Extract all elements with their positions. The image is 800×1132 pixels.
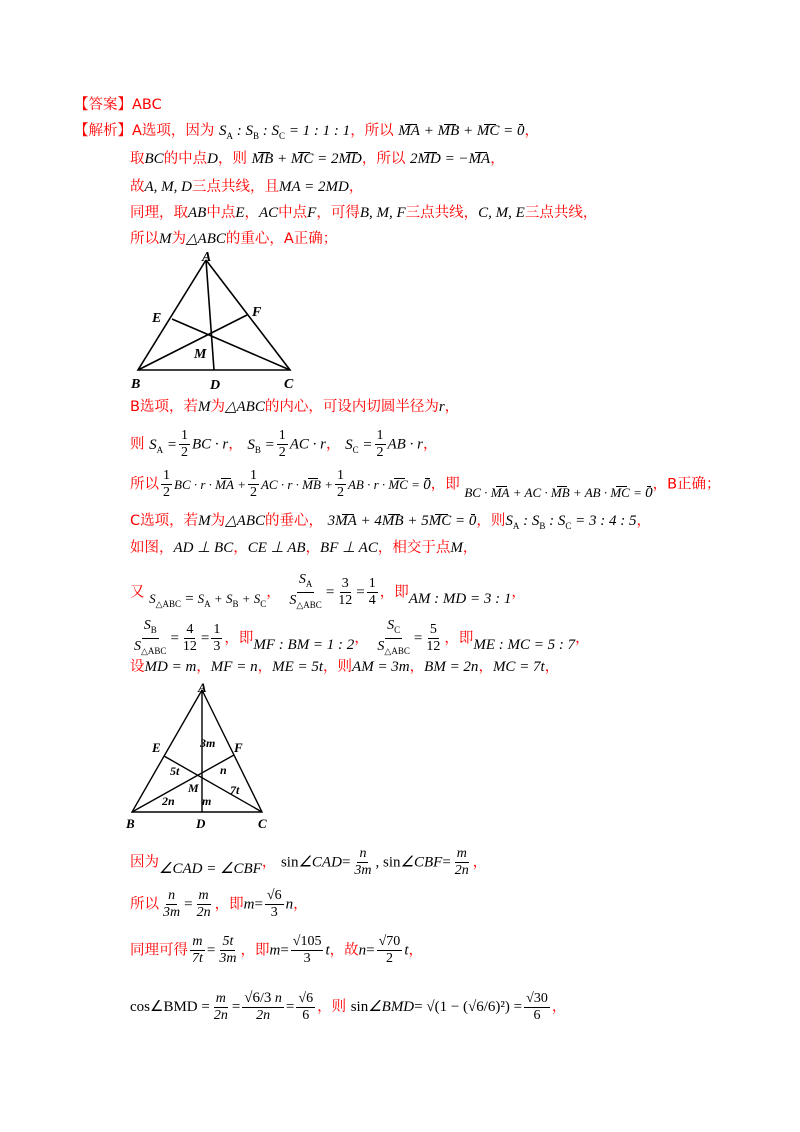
label-b: B	[131, 377, 141, 392]
answer-value: ABC	[132, 97, 162, 113]
d-line-4: cos∠BMD = $\frac{m}{2n}$ = $\frac{√6/3 n}{2n}$ = $\frac{√6}{6}$ ，则 sin∠BMD= √(1 − (√6/6)²) = $\frac{√30}{6}$ ，	[130, 990, 567, 1023]
label-me: 5t	[170, 764, 180, 778]
analysis-line-2: 取BC的中点D，则 MB + MC = 2MD，所以 2MD = −MA，	[130, 151, 505, 167]
d-line-1: 因为∠CAD = ∠CBF， sin∠CAD= $\frac{n}{3m}$ , sin∠CBF= $\frac{m}{2n}$ ，	[130, 846, 488, 878]
analysis-line-5: 所以M为△ABC的重心，A正确；	[130, 231, 338, 247]
analysis-line-3: 故A, M, D三点共线，且MA = 2MD，	[130, 179, 364, 195]
d-line-2: 所以 $\frac{n}{3m}$ = $\frac{m}{2n}$ ，即m= $\frac{√6}{3}$ n，	[130, 888, 308, 920]
label-a: A	[198, 680, 207, 695]
centroid-triangle-figure	[126, 248, 306, 396]
median-ad	[206, 260, 214, 370]
label-f: F	[234, 740, 243, 755]
altitude-bf	[132, 755, 234, 812]
label-f: F	[252, 305, 262, 320]
label-a: A	[202, 250, 212, 265]
label-mc: 7t	[230, 783, 240, 797]
c-line-1: C选项，若M为△ABC的垂心， 3MA + 4MB + 5MC = 0，则$S_A$ : $S_B$ : $S_C = 3$ : 4 : 5，	[130, 513, 651, 531]
orthocenter-triangle-figure	[124, 680, 274, 832]
c-line-4: $\frac{S_B}{S_{\triangle ABC}}$ = $\frac{4}{12}$ = $\frac{1}{3}$ ，即MF : BM = 1 : 2， $\frac{S_C}{S_{\triangle ABC}}$ = $\frac{5}{12}$ ，即ME : MC = 5 : 7，	[134, 618, 590, 656]
label-c: C	[284, 377, 294, 392]
vector-sum-eq: MA + MB + MC = 0	[398, 123, 525, 139]
label-d: D	[210, 378, 221, 393]
d-line-3: 同理可得 $\frac{m}{7t}$ = $\frac{5t}{3m}$ ，即m= $\frac{√105}{3}$ t，故n= $\frac{√70}{2}$ t，	[130, 934, 423, 966]
answer-line	[74, 98, 162, 113]
area-ratio: $S_A$ : $S_B$ : $S_C = 1$ : 1 : 1	[219, 123, 351, 141]
label-mf: n	[220, 763, 227, 777]
label-bm: 2n	[162, 794, 175, 808]
label-md: m	[202, 794, 212, 808]
label-e: E	[152, 740, 161, 755]
label-b: B	[126, 816, 135, 831]
b-line-3: 所以 $\frac{1}{2}$ BC · r · MA + $\frac{1}{2}$ AC · r · MB + $\frac{1}{2}$ AB · r · MC = 0，即 BC · MA + AC · MB + AB · MC = 0，B正确；	[130, 468, 721, 501]
b-line-1: B选项，若M为△ABC的内心，可设内切圆半径为r，	[130, 399, 460, 415]
label-am: 3m	[200, 736, 216, 750]
analysis-tag: 【解析】	[74, 123, 132, 139]
analysis-line-1: 【解析】A选项，因为 $S_A$ : $S_B$ : $S_C = 1$ : 1 : 1，所以 MA + MB + MC = 0，	[74, 123, 540, 141]
label-m: M	[194, 347, 207, 362]
c-line-3: 又 $S_{\triangle ABC} = S_A + S_B + S_C$， $\frac{S_A}{S_{\triangle ABC}}$ = $\frac{3}{12}$ = $\frac{1}{4}$ ，即AM : MD = 3 : 1，	[130, 572, 526, 610]
analysis-line-4: 同理，取AB中点E，AC中点F，可得B, M, F三点共线，C, M, E三点共线，	[130, 205, 598, 221]
label-c: C	[258, 816, 267, 831]
answer-tag: 【答案】	[74, 97, 132, 113]
midpoint-vector-eq: MB + MC = 2MD	[251, 151, 362, 167]
label-m: M	[188, 781, 199, 795]
c-line-2: 如图，AD ⊥ BC，CE ⊥ AB，BF ⊥ AC，相交于点M，	[130, 540, 478, 556]
b-line-2: 则 $S_A$ = $\frac{1}{2}$ BC · r， $S_B$ = $\frac{1}{2}$ AC · r， $S_C$ = $\frac{1}{2}$ AB · r，	[130, 428, 438, 460]
label-d: D	[196, 816, 206, 831]
c-line-5: 设MD = m，MF = n，ME = 5t，则AM = 3m，BM = 2n，MC = 7t，	[130, 659, 560, 675]
label-e: E	[152, 311, 162, 326]
